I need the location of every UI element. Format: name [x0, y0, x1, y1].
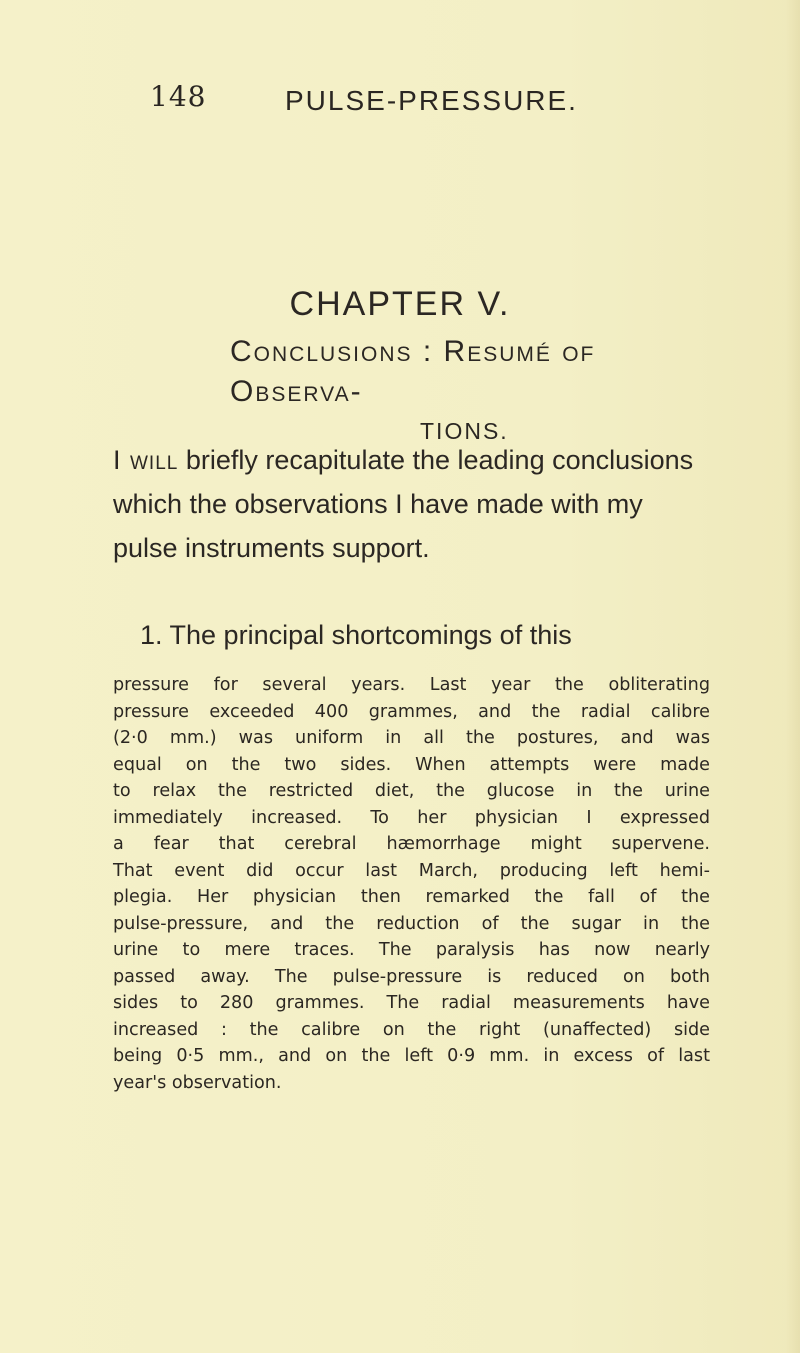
intro-text: briefly recapitulate the leading conclusions which the observations I have made with my pulse instruments support. [113, 445, 694, 563]
body-line: being 0·5 mm., and on the left 0·9 mm. in excess of last [113, 1046, 710, 1066]
intro-lead-words: I will [113, 445, 179, 475]
body-line: (2·0 mm.) was uniform in all the postures, and was [113, 728, 710, 748]
body-line: pressure exceeded 400 grammes, and the radial calibre [113, 701, 710, 722]
body-line: pressure for several years. Last year the obliterating [113, 675, 710, 695]
intro-paragraph [113, 438, 703, 570]
body-line: increased : the calibre on the right (unaffected) side [113, 1019, 710, 1040]
page-edge-shadow [786, 0, 800, 1353]
body-line: That event did occur last March, producing left hemi- [113, 860, 710, 881]
body-line: to relax the restricted diet, the glucose in the urine [113, 781, 710, 801]
body-line: plegia. Her physician then remarked the fall of the [113, 887, 710, 907]
body-line: sides to 280 grammes. The radial measurements have [113, 993, 710, 1013]
chapter-title [120, 332, 710, 450]
chapter-title-line-2: TIONS. [420, 418, 509, 444]
body-line: pulse-pressure, and the reduction of the sugar in the [113, 913, 710, 934]
numbered-point-1: 1. The principal shortcomings of this [140, 620, 572, 650]
body-line: equal on the two sides. When attempts were made [113, 754, 710, 775]
body-line: immediately increased. To her physician I expressed [113, 807, 710, 828]
body-line: a fear that cerebral hæmorrhage might supervene. [113, 834, 710, 854]
chapter-heading: CHAPTER V. [289, 285, 511, 323]
page-header [0, 80, 800, 120]
body-line-last: year's observation. [113, 1072, 282, 1093]
page-number: 148 [150, 80, 207, 113]
running-head: PULSE-PRESSURE. [285, 85, 578, 116]
body-line: passed away. The pulse-pressure is reduced on both [113, 966, 710, 987]
body-paragraph [113, 672, 710, 1096]
body-line: urine to mere traces. The paralysis has now nearly [113, 940, 710, 960]
chapter-title-line-1: Conclusions : Resumé of Observa- [230, 335, 596, 408]
